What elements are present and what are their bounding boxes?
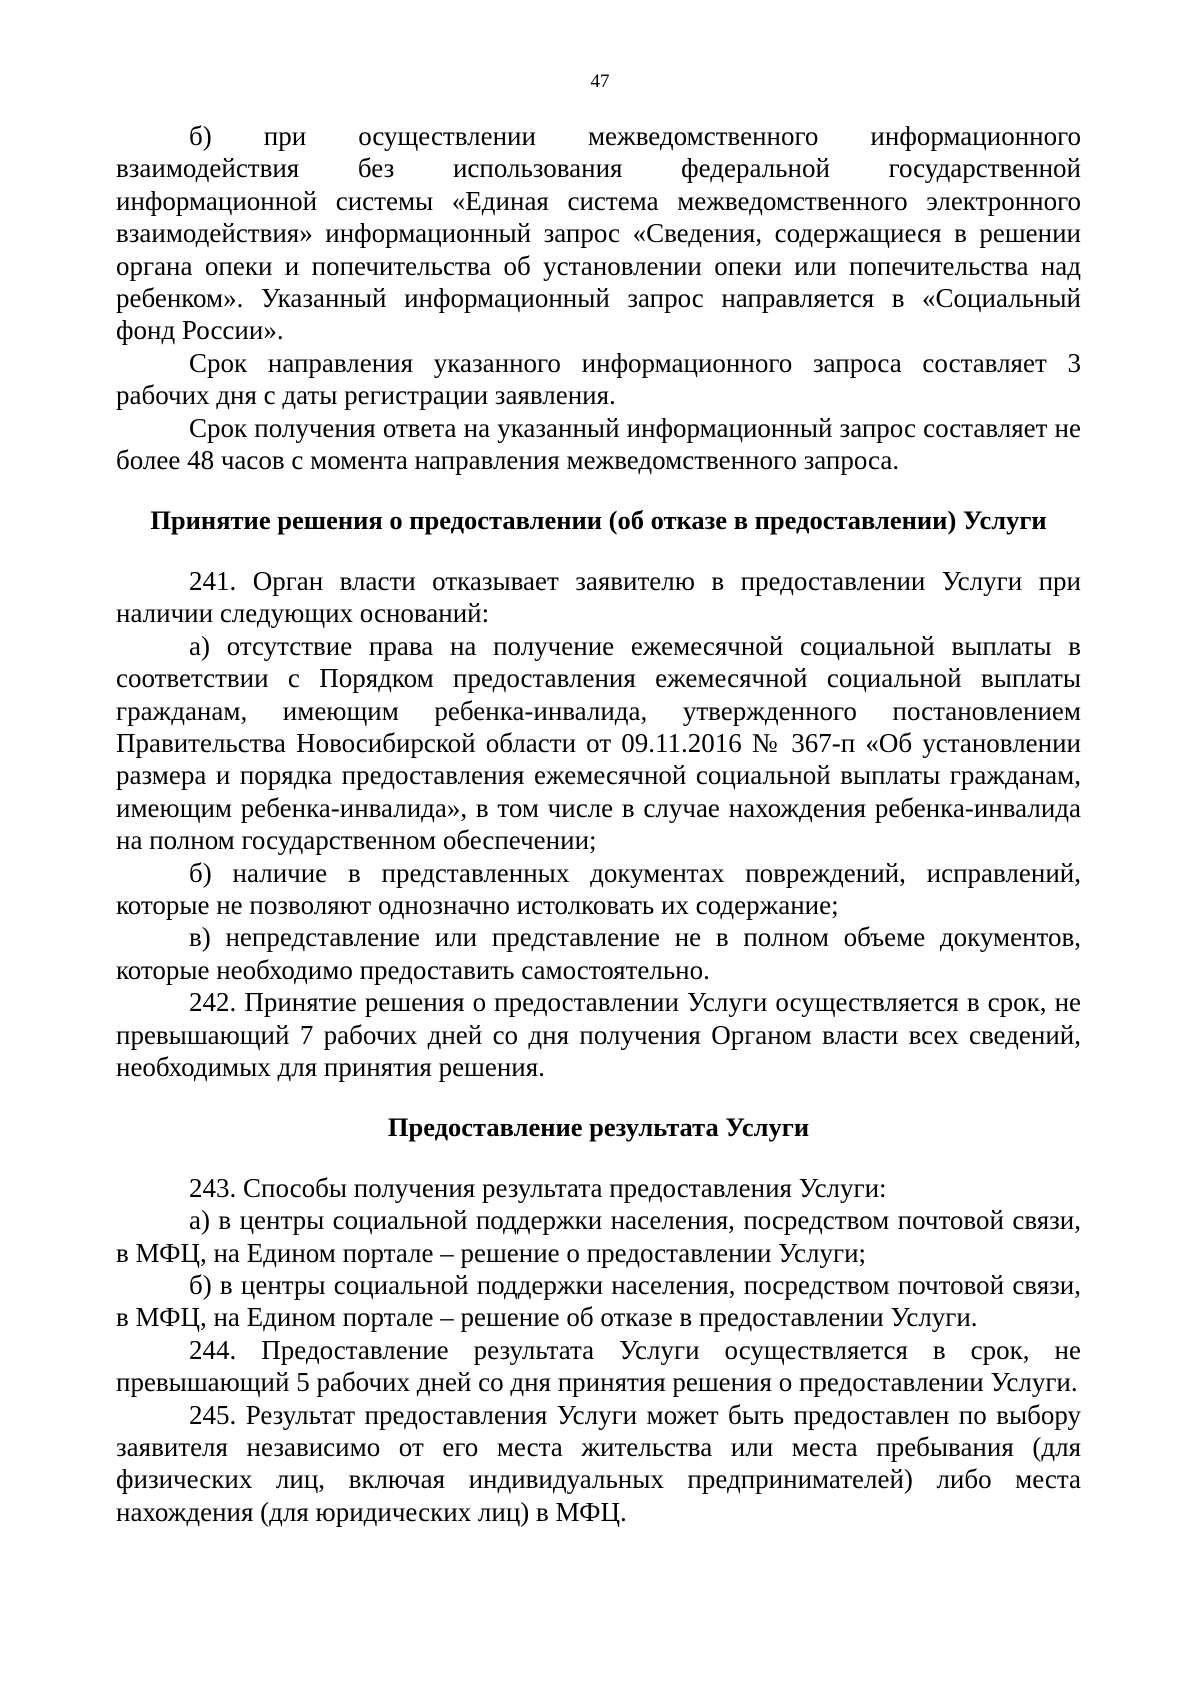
paragraph-query-send-term: Срок направления указанного информационного запроса составляет 3 рабочих дня с даты регистрации заявления. xyxy=(116,347,1081,411)
document-body xyxy=(116,120,1081,1528)
page-number: 47 xyxy=(590,71,610,92)
paragraph-243: 243. Способы получения результата предоставления Услуги: xyxy=(189,1172,887,1203)
paragraph-query-response-term: Срок получения ответа на указанный информационный запрос составляет не более 48 часов с момента направления межведомственного запроса. xyxy=(116,412,1081,476)
paragraph-241-a: а) отсутствие права на получение ежемесячной социальной выплаты в соответствии с Порядком предоставления ежемесячной социальной выплаты гражданам, имеющим ребенка-инвалида, утвержденного постановлением Правительства Новосибирской области от 09.11.2016 № 367-п «Об установлении размера и порядка предоставления ежемесячной социальной выплаты гражданам, имеющим ребенка-инвалида», в том числе в случае нахождения ребенка-инвалида на полном государственном обеспечении; xyxy=(116,630,1081,856)
paragraph-query-without-smev: б) при осуществлении межведомственного информационного взаимодействия без использования федеральной государственной информационной системы «Единая система межведомственного электронного взаимодействия» информационный запрос «Сведения, содержащиеся в решении органа опеки и попечительства об установлении опеки или попечительства над ребенком». Указанный информационный запрос направляется в «Социальный фонд России». xyxy=(116,121,1081,346)
section-heading-decision: Принятие решения о предоставлении (об отказе в предоставлении) Услуги xyxy=(150,505,1047,536)
paragraph-243-a: а) в центры социальной поддержки населения, посредством почтовой связи, в МФЦ, на Едином портале – решение о предоставлении Услуги; xyxy=(116,1205,1081,1268)
paragraph-242: 242. Принятие решения о предоставлении Услуги осуществляется в срок, не превышающий 7 рабочих дней со дня получения Органом власти всех сведений, необходимых для принятия решения. xyxy=(116,987,1081,1082)
paragraph-243-b: б) в центры социальной поддержки населения, посредством почтовой связи, в МФЦ, на Едином портале – решение об отказе в предоставлении Услуги. xyxy=(116,1270,1081,1333)
paragraph-245: 245. Результат предоставления Услуги может быть предоставлен по выбору заявителя независимо от его места жительства или места пребывания (для физических лиц, включая индивидуальных предпринимателей) либо места нахождения (для юридических лиц) в МФЦ. xyxy=(116,1399,1081,1527)
paragraph-241-b: б) наличие в представленных документах повреждений, исправлений, которые не позволяют однозначно истолковать их содержание; xyxy=(116,857,1081,920)
section-heading-result: Предоставление результата Услуги xyxy=(387,1112,810,1143)
paragraph-241: 241. Орган власти отказывает заявителю в предоставлении Услуги при наличии следующих оснований: xyxy=(116,565,1081,629)
paragraph-241-v: в) непредставление или представление не в полном объеме документов, которые необходимо предоставить самостоятельно. xyxy=(116,922,1081,985)
paragraph-244: 244. Предоставление результата Услуги осуществляется в срок, не превышающий 5 рабочих дней со дня принятия решения о предоставлении Услуги. xyxy=(116,1334,1081,1398)
